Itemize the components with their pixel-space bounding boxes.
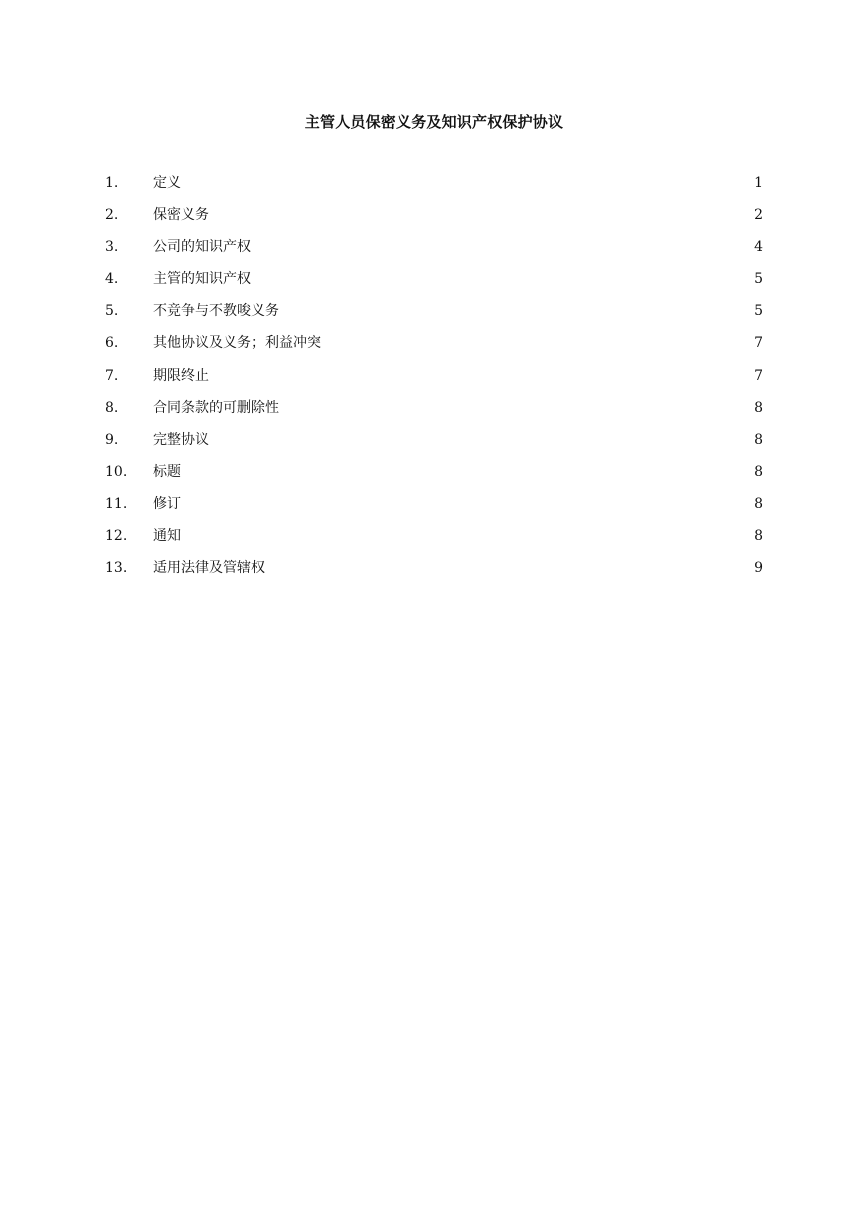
toc-entry-number: 9. [105, 431, 119, 448]
toc-entry-title: 标题 [153, 463, 181, 480]
toc-entry-page: 4 [754, 239, 763, 256]
toc-entry-number: 8. [105, 399, 119, 416]
toc-entry-13[interactable] [105, 557, 763, 589]
toc-entry-number: 1. [105, 175, 119, 191]
toc-entry-title: 定义 [153, 175, 181, 191]
toc-entry-number: 4. [105, 271, 119, 288]
toc-entry-page: 1 [754, 175, 763, 191]
toc-entry-page: 8 [754, 399, 763, 416]
toc-entry-title: 期限终止 [153, 367, 209, 384]
toc-entry-title: 完整协议 [153, 431, 209, 448]
toc-entry-number: 7. [105, 367, 119, 384]
toc-entry-page: 7 [754, 335, 763, 352]
toc-entry-title: 合同条款的可删除性 [153, 399, 279, 416]
page-title: 主管人员保密义务及知识产权保护协议 [304, 113, 564, 131]
toc-entry-page: 8 [754, 463, 763, 480]
toc-entry-12[interactable] [105, 525, 763, 557]
toc-entry-number: 11. [105, 495, 128, 512]
toc-entry-page: 8 [754, 528, 763, 545]
toc-entry-page: 2 [754, 207, 763, 224]
toc-entry-title: 不竞争与不教唆义务 [153, 303, 279, 320]
toc-entry-5[interactable] [105, 300, 763, 332]
toc-entry-6[interactable] [105, 332, 763, 364]
toc-entry-number: 2. [105, 207, 119, 224]
toc-entry-9[interactable] [105, 429, 763, 461]
toc-entry-title: 公司的知识产权 [153, 239, 251, 256]
toc-entry-page: 9 [754, 560, 763, 577]
toc-entry-2[interactable] [105, 204, 763, 236]
toc-entry-4[interactable] [105, 268, 763, 300]
toc-entry-7[interactable] [105, 365, 763, 397]
toc-entry-title: 通知 [153, 528, 181, 545]
toc-entry-number: 13. [105, 560, 128, 577]
toc-entry-number: 3. [105, 239, 119, 256]
toc-entry-page: 7 [754, 367, 763, 384]
toc-entry-title: 修订 [153, 495, 181, 512]
toc-entry-number: 5. [105, 303, 119, 320]
toc-entry-number: 10. [105, 463, 128, 480]
toc-entry-number: 12. [105, 528, 128, 545]
toc-entry-page: 5 [754, 303, 763, 320]
toc-entry-1[interactable] [105, 172, 763, 204]
toc-entry-title: 保密义务 [153, 207, 209, 224]
toc-entry-8[interactable] [105, 397, 763, 429]
toc-entry-10[interactable] [105, 461, 763, 493]
table-of-contents [105, 172, 763, 589]
toc-entry-number: 6. [105, 335, 119, 352]
toc-entry-page: 8 [754, 495, 763, 512]
toc-entry-title: 其他协议及义务；利益冲突 [153, 335, 321, 352]
toc-entry-title: 适用法律及管辖权 [153, 560, 265, 577]
toc-entry-page: 8 [754, 431, 763, 448]
toc-entry-page: 5 [754, 271, 763, 288]
toc-entry-11[interactable] [105, 493, 763, 525]
toc-entry-3[interactable] [105, 236, 763, 268]
toc-entry-title: 主管的知识产权 [153, 271, 251, 288]
